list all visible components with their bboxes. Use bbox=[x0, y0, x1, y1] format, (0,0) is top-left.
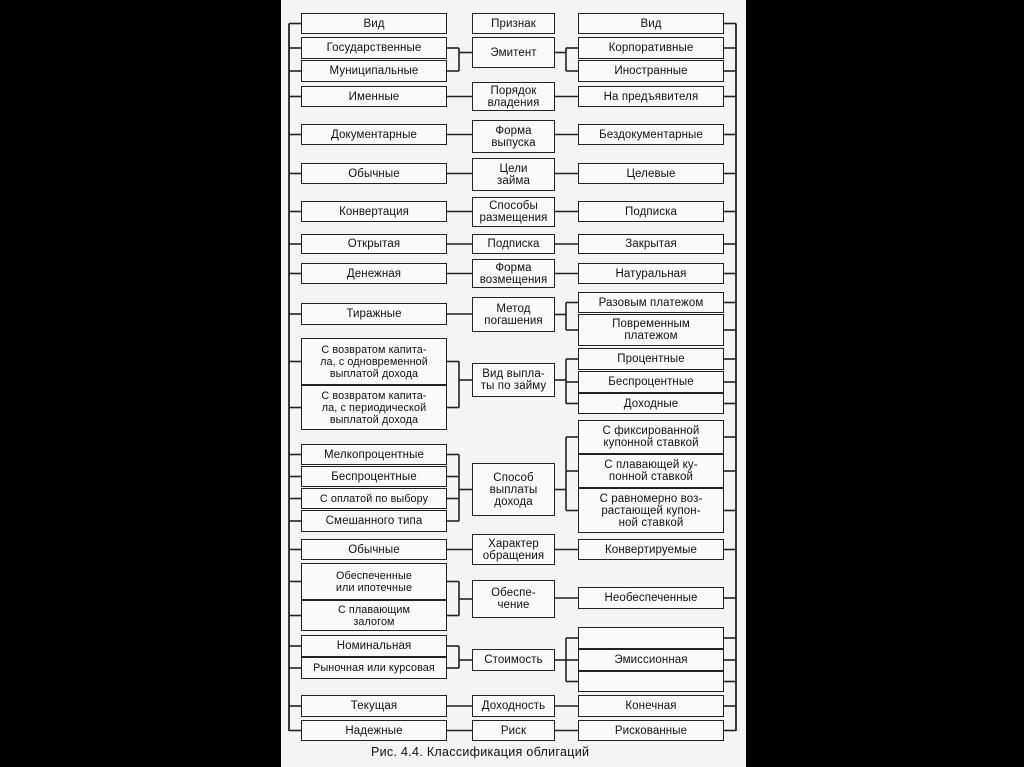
right-kind-box-circulation: Конвертируемые bbox=[578, 539, 724, 560]
left-kind-box-income-payment: Смешанного типа bbox=[301, 510, 447, 532]
right-kind-box-loan-payment: Доходные bbox=[578, 393, 724, 414]
criterion-box-value: Стоимость bbox=[472, 649, 555, 671]
criterion-box-placement: Способы размещения bbox=[472, 197, 555, 227]
criterion-box-circulation: Характер обращения bbox=[472, 534, 555, 565]
criterion-box-redemption-form: Форма возмещения bbox=[472, 259, 555, 288]
left-kind-box-security: С плавающим залогом bbox=[301, 600, 447, 631]
right-kind-box-value bbox=[578, 671, 724, 692]
criterion-box-income-payment: Способ выплаты дохода bbox=[472, 463, 555, 516]
left-kind-box-loan-purpose: Обычные bbox=[301, 163, 447, 184]
criterion-box-ownership: Порядок владения bbox=[472, 82, 555, 111]
figure-caption: Рис. 4.4. Классификация облигаций bbox=[371, 745, 590, 759]
criterion-box-emitter: Эмитент bbox=[472, 37, 555, 68]
criterion-box-risk: Риск bbox=[472, 720, 555, 741]
left-kind-box-issue-form: Документарные bbox=[301, 124, 447, 145]
right-kind-box-subscription: Закрытая bbox=[578, 234, 724, 254]
left-kind-box-repayment-method: Тиражные bbox=[301, 303, 447, 325]
criterion-box-yield: Доходность bbox=[472, 695, 555, 717]
right-kind-box-security: Необеспеченные bbox=[578, 587, 724, 609]
right-kind-box-redemption-form: Натуральная bbox=[578, 263, 724, 284]
right-kind-box-loan-payment: Беспроцентные bbox=[578, 371, 724, 393]
left-kind-box-ownership: Именные bbox=[301, 86, 447, 107]
left-kind-box-redemption-form: Денежная bbox=[301, 263, 447, 284]
left-kind-box-security: Обеспеченные или ипотечные bbox=[301, 563, 447, 600]
left-kind-box-value: Номинальная bbox=[301, 635, 447, 657]
right-kind-box-risk: Рискованные bbox=[578, 720, 724, 741]
left-kind-box-placement: Конвертация bbox=[301, 201, 447, 222]
right-kind-box-loan-payment: Процентные bbox=[578, 348, 724, 370]
left-kind-box-yield: Текущая bbox=[301, 695, 447, 717]
right-kind-box-repayment-method: Разовым платежом bbox=[578, 292, 724, 313]
right-kind-box-repayment-method: Повременным платежом bbox=[578, 314, 724, 346]
left-kind-box-income-payment: Мелкопроцентные bbox=[301, 444, 447, 465]
criterion-box-loan-payment: Вид выпла- ты по займу bbox=[472, 363, 555, 397]
left-kind-box-income-payment: Беспроцентные bbox=[301, 466, 447, 487]
criterion-box-loan-purpose: Цели займа bbox=[472, 158, 555, 191]
right-kind-box-placement: Подписка bbox=[578, 201, 724, 222]
criterion-box-security: Обеспе- чение bbox=[472, 580, 555, 618]
header-kind-left: Вид bbox=[301, 13, 447, 34]
header-kind-right: Вид bbox=[578, 13, 724, 34]
figure-sheet bbox=[281, 0, 746, 767]
header-criterion: Признак bbox=[472, 13, 555, 34]
left-kind-box-loan-payment: С возвратом капита- ла, с одновременной выплатой дохода bbox=[301, 338, 447, 385]
right-kind-box-income-payment: С равномерно воз- растающей купон- ной ставкой bbox=[578, 488, 724, 533]
right-kind-box-emitter: Корпоративные bbox=[578, 37, 724, 59]
right-kind-box-emitter: Иностранные bbox=[578, 60, 724, 82]
right-kind-box-loan-purpose: Целевые bbox=[578, 163, 724, 184]
criterion-box-issue-form: Форма выпуска bbox=[472, 120, 555, 153]
right-kind-box-value bbox=[578, 627, 724, 649]
right-kind-box-ownership: На предъявителя bbox=[578, 86, 724, 107]
right-kind-box-income-payment: С плавающей ку- понной ставкой bbox=[578, 454, 724, 488]
left-kind-box-circulation: Обычные bbox=[301, 539, 447, 560]
left-kind-box-emitter: Государственные bbox=[301, 37, 447, 59]
criterion-box-subscription: Подписка bbox=[472, 234, 555, 254]
right-kind-box-yield: Конечная bbox=[578, 695, 724, 717]
left-kind-box-risk: Надежные bbox=[301, 720, 447, 741]
left-kind-box-subscription: Открытая bbox=[301, 234, 447, 254]
right-kind-box-income-payment: С фиксированной купонной ставкой bbox=[578, 420, 724, 454]
right-kind-box-value: Эмиссионная bbox=[578, 649, 724, 671]
criterion-box-repayment-method: Метод погашения bbox=[472, 297, 555, 332]
left-kind-box-value: Рыночная или курсовая bbox=[301, 657, 447, 679]
right-kind-box-issue-form: Бездокументарные bbox=[578, 124, 724, 145]
left-kind-box-income-payment: С оплатой по выбору bbox=[301, 488, 447, 509]
left-kind-box-emitter: Муниципальные bbox=[301, 60, 447, 82]
left-kind-box-loan-payment: С возвратом капита- ла, с периодической выплатой дохода bbox=[301, 385, 447, 430]
